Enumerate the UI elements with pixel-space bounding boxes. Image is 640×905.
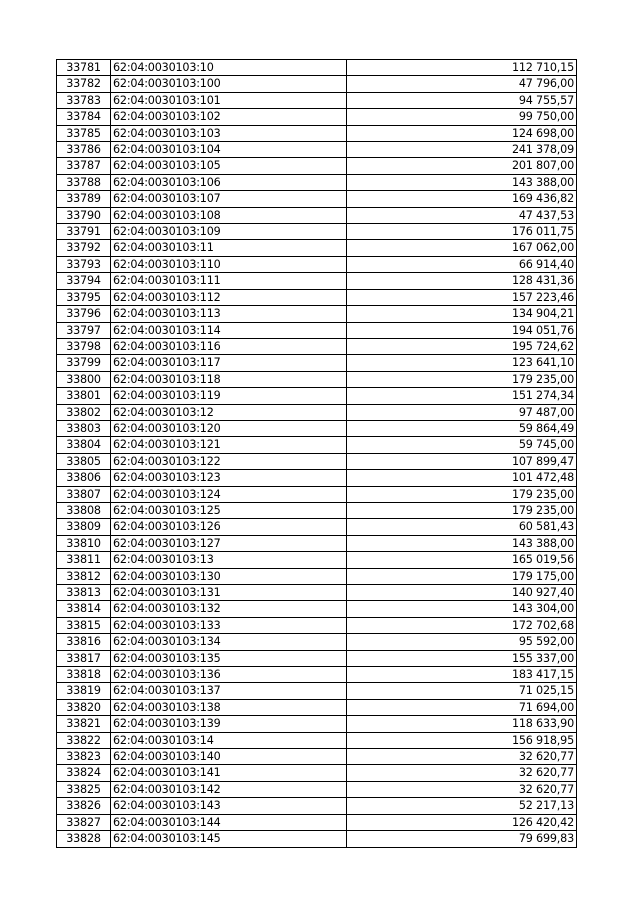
table-row [57, 601, 577, 617]
cadastral-value-cell: 118 633,90 [347, 716, 577, 732]
table-row [57, 716, 577, 732]
cadastral-value-cell: 179 175,00 [347, 568, 577, 584]
row-number-cell: 33804 [57, 437, 111, 453]
cadastral-value-cell: 195 724,62 [347, 338, 577, 354]
cadastral-value-cell: 47 437,53 [347, 207, 577, 223]
row-number-cell: 33808 [57, 502, 111, 518]
cadastral-number-cell: 62:04:0030103:143 [111, 798, 347, 814]
cadastral-value-cell: 107 899,47 [347, 453, 577, 469]
cadastral-value-cell: 32 620,77 [347, 749, 577, 765]
row-number-cell: 33802 [57, 404, 111, 420]
table-row [57, 355, 577, 371]
table-row [57, 683, 577, 699]
cadastral-value-cell: 169 436,82 [347, 191, 577, 207]
table-row [57, 420, 577, 436]
cadastral-number-cell: 62:04:0030103:138 [111, 699, 347, 715]
cadastral-number-cell: 62:04:0030103:126 [111, 519, 347, 535]
cadastral-number-cell: 62:04:0030103:123 [111, 470, 347, 486]
table-row [57, 207, 577, 223]
row-number-cell: 33822 [57, 732, 111, 748]
cadastral-number-cell: 62:04:0030103:133 [111, 617, 347, 633]
row-number-cell: 33799 [57, 355, 111, 371]
cadastral-number-cell: 62:04:0030103:104 [111, 142, 347, 158]
row-number-cell: 33795 [57, 289, 111, 305]
table-row [57, 486, 577, 502]
row-number-cell: 33817 [57, 650, 111, 666]
cadastral-number-cell: 62:04:0030103:135 [111, 650, 347, 666]
cadastral-value-cell: 179 235,00 [347, 371, 577, 387]
row-number-cell: 33798 [57, 338, 111, 354]
row-number-cell: 33788 [57, 174, 111, 190]
cadastral-number-cell: 62:04:0030103:141 [111, 765, 347, 781]
table-row [57, 306, 577, 322]
row-number-cell: 33807 [57, 486, 111, 502]
table-row [57, 749, 577, 765]
row-number-cell: 33815 [57, 617, 111, 633]
cadastral-number-cell: 62:04:0030103:105 [111, 158, 347, 174]
row-number-cell: 33787 [57, 158, 111, 174]
cadastral-value-cell: 151 274,34 [347, 388, 577, 404]
row-number-cell: 33823 [57, 749, 111, 765]
cadastral-number-cell: 62:04:0030103:102 [111, 109, 347, 125]
cadastral-number-cell: 62:04:0030103:137 [111, 683, 347, 699]
table-row [57, 798, 577, 814]
row-number-cell: 33792 [57, 240, 111, 256]
cadastral-number-cell: 62:04:0030103:144 [111, 814, 347, 830]
table-row [57, 814, 577, 830]
table-row [57, 60, 577, 76]
table-row [57, 371, 577, 387]
cadastral-number-cell: 62:04:0030103:132 [111, 601, 347, 617]
table-row [57, 174, 577, 190]
row-number-cell: 33814 [57, 601, 111, 617]
cadastral-value-cell: 47 796,00 [347, 76, 577, 92]
row-number-cell: 33820 [57, 699, 111, 715]
cadastral-number-cell: 62:04:0030103:101 [111, 92, 347, 108]
row-number-cell: 33827 [57, 814, 111, 830]
cadastral-number-cell: 62:04:0030103:12 [111, 404, 347, 420]
cadastral-number-cell: 62:04:0030103:110 [111, 256, 347, 272]
cadastral-value-cell: 183 417,15 [347, 667, 577, 683]
table-row [57, 519, 577, 535]
cadastral-value-cell: 179 235,00 [347, 486, 577, 502]
table-row [57, 732, 577, 748]
cadastral-number-cell: 62:04:0030103:121 [111, 437, 347, 453]
cadastral-value-cell: 143 388,00 [347, 535, 577, 551]
cadastral-value-cell: 101 472,48 [347, 470, 577, 486]
cadastral-number-cell: 62:04:0030103:124 [111, 486, 347, 502]
row-number-cell: 33781 [57, 60, 111, 76]
table-row [57, 338, 577, 354]
cadastral-value-cell: 241 378,09 [347, 142, 577, 158]
table-row [57, 617, 577, 633]
cadastral-value-cell: 59 745,00 [347, 437, 577, 453]
cadastral-value-cell: 179 235,00 [347, 502, 577, 518]
table-row [57, 568, 577, 584]
cadastral-number-cell: 62:04:0030103:142 [111, 781, 347, 797]
cadastral-value-cell: 124 698,00 [347, 125, 577, 141]
cadastral-value-cell: 201 807,00 [347, 158, 577, 174]
table-row [57, 191, 577, 207]
table-row [57, 437, 577, 453]
row-number-cell: 33789 [57, 191, 111, 207]
row-number-cell: 33797 [57, 322, 111, 338]
cadastral-value-cell: 71 025,15 [347, 683, 577, 699]
row-number-cell: 33809 [57, 519, 111, 535]
cadastral-number-cell: 62:04:0030103:14 [111, 732, 347, 748]
cadastral-number-cell: 62:04:0030103:125 [111, 502, 347, 518]
cadastral-value-cell: 123 641,10 [347, 355, 577, 371]
cadastral-number-cell: 62:04:0030103:139 [111, 716, 347, 732]
table-row [57, 142, 577, 158]
cadastral-value-cell: 95 592,00 [347, 634, 577, 650]
cadastral-number-cell: 62:04:0030103:131 [111, 585, 347, 601]
cadastral-value-table [56, 59, 577, 848]
row-number-cell: 33816 [57, 634, 111, 650]
cadastral-number-cell: 62:04:0030103:120 [111, 420, 347, 436]
cadastral-number-cell: 62:04:0030103:109 [111, 224, 347, 240]
cadastral-value-cell: 134 904,21 [347, 306, 577, 322]
row-number-cell: 33811 [57, 552, 111, 568]
cadastral-number-cell: 62:04:0030103:122 [111, 453, 347, 469]
cadastral-number-cell: 62:04:0030103:114 [111, 322, 347, 338]
cadastral-number-cell: 62:04:0030103:145 [111, 831, 347, 847]
row-number-cell: 33793 [57, 256, 111, 272]
cadastral-value-cell: 167 062,00 [347, 240, 577, 256]
cadastral-value-cell: 59 864,49 [347, 420, 577, 436]
row-number-cell: 33796 [57, 306, 111, 322]
table-row [57, 781, 577, 797]
table-row [57, 404, 577, 420]
row-number-cell: 33783 [57, 92, 111, 108]
row-number-cell: 33791 [57, 224, 111, 240]
table-row [57, 388, 577, 404]
row-number-cell: 33824 [57, 765, 111, 781]
cadastral-value-cell: 97 487,00 [347, 404, 577, 420]
row-number-cell: 33806 [57, 470, 111, 486]
table-row [57, 256, 577, 272]
cadastral-number-cell: 62:04:0030103:107 [111, 191, 347, 207]
table-row [57, 289, 577, 305]
row-number-cell: 33810 [57, 535, 111, 551]
row-number-cell: 33784 [57, 109, 111, 125]
table-row [57, 502, 577, 518]
row-number-cell: 33786 [57, 142, 111, 158]
row-number-cell: 33828 [57, 831, 111, 847]
table-row [57, 470, 577, 486]
row-number-cell: 33782 [57, 76, 111, 92]
cadastral-value-cell: 155 337,00 [347, 650, 577, 666]
row-number-cell: 33819 [57, 683, 111, 699]
table-row [57, 667, 577, 683]
table-row [57, 240, 577, 256]
cadastral-number-cell: 62:04:0030103:13 [111, 552, 347, 568]
row-number-cell: 33801 [57, 388, 111, 404]
cadastral-value-cell: 94 755,57 [347, 92, 577, 108]
cadastral-value-cell: 32 620,77 [347, 765, 577, 781]
row-number-cell: 33812 [57, 568, 111, 584]
cadastral-number-cell: 62:04:0030103:130 [111, 568, 347, 584]
cadastral-value-cell: 156 918,95 [347, 732, 577, 748]
row-number-cell: 33785 [57, 125, 111, 141]
table-row [57, 535, 577, 551]
table-row [57, 158, 577, 174]
row-number-cell: 33800 [57, 371, 111, 387]
row-number-cell: 33813 [57, 585, 111, 601]
cadastral-value-cell: 32 620,77 [347, 781, 577, 797]
cadastral-number-cell: 62:04:0030103:100 [111, 76, 347, 92]
cadastral-value-cell: 194 051,76 [347, 322, 577, 338]
row-number-cell: 33790 [57, 207, 111, 223]
cadastral-number-cell: 62:04:0030103:111 [111, 273, 347, 289]
cadastral-number-cell: 62:04:0030103:140 [111, 749, 347, 765]
cadastral-value-cell: 99 750,00 [347, 109, 577, 125]
row-number-cell: 33818 [57, 667, 111, 683]
cadastral-number-cell: 62:04:0030103:127 [111, 535, 347, 551]
table-row [57, 322, 577, 338]
table-row [57, 699, 577, 715]
cadastral-number-cell: 62:04:0030103:112 [111, 289, 347, 305]
table-row [57, 224, 577, 240]
cadastral-number-cell: 62:04:0030103:117 [111, 355, 347, 371]
cadastral-value-cell: 172 702,68 [347, 617, 577, 633]
table-row [57, 109, 577, 125]
table-row [57, 76, 577, 92]
row-number-cell: 33803 [57, 420, 111, 436]
table-row [57, 634, 577, 650]
table-row [57, 585, 577, 601]
cadastral-number-cell: 62:04:0030103:10 [111, 60, 347, 76]
cadastral-number-cell: 62:04:0030103:106 [111, 174, 347, 190]
cadastral-number-cell: 62:04:0030103:108 [111, 207, 347, 223]
cadastral-value-cell: 112 710,15 [347, 60, 577, 76]
table-row [57, 453, 577, 469]
row-number-cell: 33794 [57, 273, 111, 289]
cadastral-number-cell: 62:04:0030103:11 [111, 240, 347, 256]
cadastral-number-cell: 62:04:0030103:118 [111, 371, 347, 387]
table-row [57, 125, 577, 141]
row-number-cell: 33826 [57, 798, 111, 814]
cadastral-value-cell: 157 223,46 [347, 289, 577, 305]
cadastral-value-cell: 143 388,00 [347, 174, 577, 190]
cadastral-number-cell: 62:04:0030103:134 [111, 634, 347, 650]
row-number-cell: 33821 [57, 716, 111, 732]
cadastral-value-cell: 71 694,00 [347, 699, 577, 715]
cadastral-value-cell: 60 581,43 [347, 519, 577, 535]
table-row [57, 650, 577, 666]
cadastral-number-cell: 62:04:0030103:113 [111, 306, 347, 322]
cadastral-value-cell: 140 927,40 [347, 585, 577, 601]
cadastral-number-cell: 62:04:0030103:116 [111, 338, 347, 354]
table-row [57, 92, 577, 108]
table-row [57, 552, 577, 568]
cadastral-number-cell: 62:04:0030103:119 [111, 388, 347, 404]
cadastral-value-cell: 143 304,00 [347, 601, 577, 617]
table-body [57, 60, 577, 848]
table-row [57, 273, 577, 289]
cadastral-value-cell: 128 431,36 [347, 273, 577, 289]
cadastral-value-cell: 79 699,83 [347, 831, 577, 847]
cadastral-number-cell: 62:04:0030103:136 [111, 667, 347, 683]
cadastral-value-cell: 176 011,75 [347, 224, 577, 240]
row-number-cell: 33805 [57, 453, 111, 469]
table-row [57, 831, 577, 847]
cadastral-value-cell: 66 914,40 [347, 256, 577, 272]
cadastral-value-cell: 126 420,42 [347, 814, 577, 830]
row-number-cell: 33825 [57, 781, 111, 797]
cadastral-number-cell: 62:04:0030103:103 [111, 125, 347, 141]
cadastral-value-cell: 52 217,13 [347, 798, 577, 814]
cadastral-value-cell: 165 019,56 [347, 552, 577, 568]
table-row [57, 765, 577, 781]
